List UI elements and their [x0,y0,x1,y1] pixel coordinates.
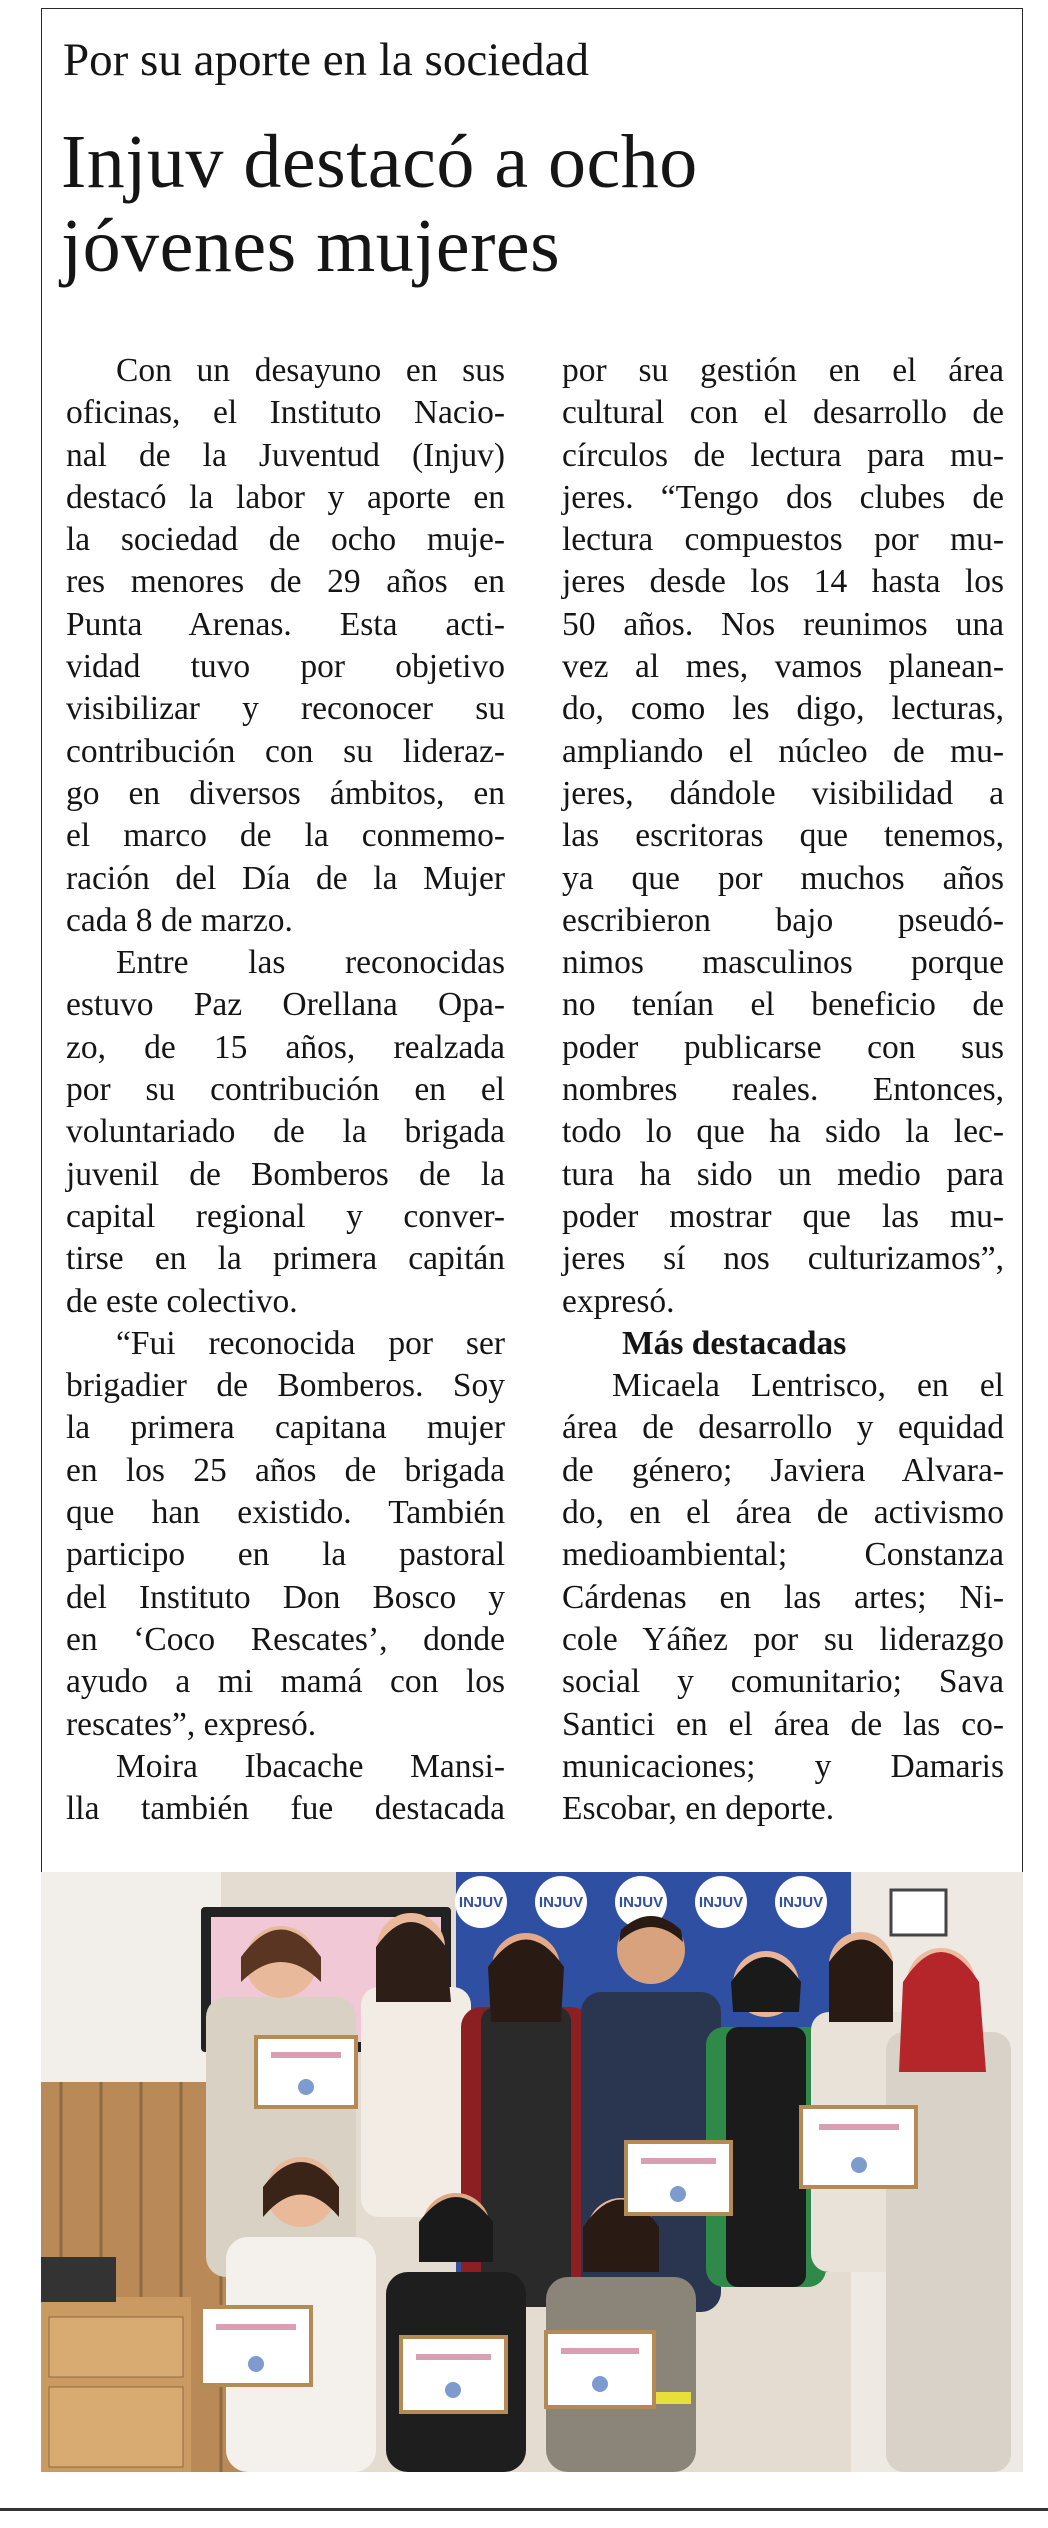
article-text-line: Santici en el área de las co- [562,1705,1004,1743]
article-text-line: ya que por muchos años [562,859,1004,897]
article-text-line: área de desarrollo y equidad [562,1409,1004,1447]
article-text-line: por su gestión en el área [562,352,1004,389]
article-text-line: círculos de lectura para mu- [562,436,1004,474]
article-text-line: cada 8 de marzo. [66,901,293,939]
article-text-line: que han existido. También [66,1494,505,1532]
article-text-line: ampliando el núcleo de mu- [562,732,1004,770]
article-text-line: Micaela Lentrisco, en el [612,1367,1004,1405]
article-text-line: cole Yáñez por su liderazgo [562,1620,1004,1658]
article-text-line: Con un desayuno en sus [116,352,505,389]
article-text-line: las escritoras que tenemos, [562,817,1004,855]
article-text-line: do, en el área de activismo [562,1494,1004,1532]
article-text-line: rescates”, expresó. [66,1705,317,1743]
banner-logo: INJUV [618,1894,664,1911]
article-text-line: juvenil de Bomberos de la [66,1155,505,1193]
group-photo [41,1872,1023,2472]
article-text-line: no tenían el beneficio de [562,986,1004,1024]
article-text-line: 50 años. Nos reunimos una [562,605,1004,643]
article-text-line: vez al mes, vamos planean- [562,648,1004,686]
article-text-line: expresó. [562,1282,675,1320]
article-text-line: res menores de 29 años en [66,563,505,601]
article-text-line: vidad tuvo por objetivo [66,648,505,686]
article-column-right [562,350,1004,1830]
article-text-line: jeres. “Tengo dos clubes de [562,478,1004,516]
article-text-line: la sociedad de ocho muje- [66,521,505,559]
article-text-line: tirse en la primera capitán [66,1240,505,1278]
article-text-line: Moira Ibacache Mansi- [116,1747,505,1785]
headline-line: Injuv destacó a ocho [61,120,698,204]
article-text-line: oficinas, el Instituto Nacio- [66,394,505,432]
article-text-line: medioambiental; Constanza [562,1536,1004,1574]
article-text-line: del Instituto Don Bosco y [66,1578,505,1616]
article-text-line: escribieron bajo pseudó- [562,901,1004,939]
article-text-line: ración del Día de la Mujer [66,859,505,897]
article-text-line: jeres, dándole visibilidad a [562,774,1004,812]
article-text-line: el marco de la conmemo- [66,817,505,855]
banner-logo: INJUV [698,1894,744,1911]
article-text-line: do, como les digo, lecturas, [562,690,1004,728]
article-text-line: estuvo Paz Orellana Opa- [66,986,505,1024]
banner-logo: INJUV [778,1894,824,1911]
article-text-line: nal de la Juventud (Injuv) [66,436,505,474]
article-text-line: lla también fue destacada [66,1790,505,1828]
article-text-line: Escobar, en deporte. [562,1790,835,1828]
article-text-line: ayudo a mi mamá con los [66,1663,505,1701]
article-text-line: brigadier de Bomberos. Soy [66,1367,505,1405]
article-text-line: por su contribución en el [66,1071,505,1109]
headline-line: jóvenes mujeres [61,204,561,288]
article-text-line: voluntariado de la brigada [66,1113,505,1151]
article-text-line: Cárdenas en las artes; Ni- [562,1578,1004,1616]
article-text-line: todo lo que ha sido la lec- [562,1113,1004,1151]
article-text-line: zo, de 15 años, realzada [66,1028,505,1066]
group-photo-illustration [41,1872,1023,2472]
page-bottom-rule [0,2508,1048,2511]
article-text-line: Punta Arenas. Esta acti- [66,605,505,643]
article-text-line: tura ha sido un medio para [562,1155,1004,1193]
article-text-line: destacó la labor y aporte en [66,478,505,516]
article-text-line: poder mostrar que las mu- [562,1197,1004,1235]
article-text-line: “Fui reconocida por ser [116,1324,505,1362]
article-column-left [66,350,505,1830]
article-text-line: poder publicarse con sus [562,1028,1004,1066]
article-text-line: capital regional y conver- [66,1197,505,1235]
article-text-line: lectura compuestos por mu- [562,521,1004,559]
article-kicker: Por su aporte en la sociedad [63,34,589,86]
article-text-line: contribución con su lideraz- [66,732,505,770]
article-text-line: municaciones; y Damaris [562,1747,1004,1785]
article-text-line: participo en la pastoral [66,1536,505,1574]
article-text-line: jeres desde los 14 hasta los [562,563,1004,601]
article-text-line: en ‘Coco Rescates’, donde [66,1620,505,1658]
banner-logo: INJUV [538,1894,584,1911]
article-text-line: de género; Javiera Alvara- [562,1451,1004,1489]
article-text-line: Entre las reconocidas [116,944,505,982]
article-text-line: nimos masculinos porque [562,944,1004,982]
article-text-line: visibilizar y reconocer su [66,690,505,728]
article-headline [61,120,698,288]
banner-logo: INJUV [458,1894,504,1911]
article-text-line: social y comunitario; Sava [562,1663,1004,1701]
article-text-line: jeres sí nos culturizamos”, [562,1240,1004,1278]
article-text-line: nombres reales. Entonces, [562,1071,1004,1109]
article-text-line: cultural con el desarrollo de [562,394,1004,432]
article-subhead: Más destacadas [622,1324,847,1362]
article-text-line: de este colectivo. [66,1282,298,1320]
article-text-line: go en diversos ámbitos, en [66,774,505,812]
article-text-line: la primera capitana mujer [66,1409,505,1447]
article-text-line: en los 25 años de brigada [66,1451,505,1489]
